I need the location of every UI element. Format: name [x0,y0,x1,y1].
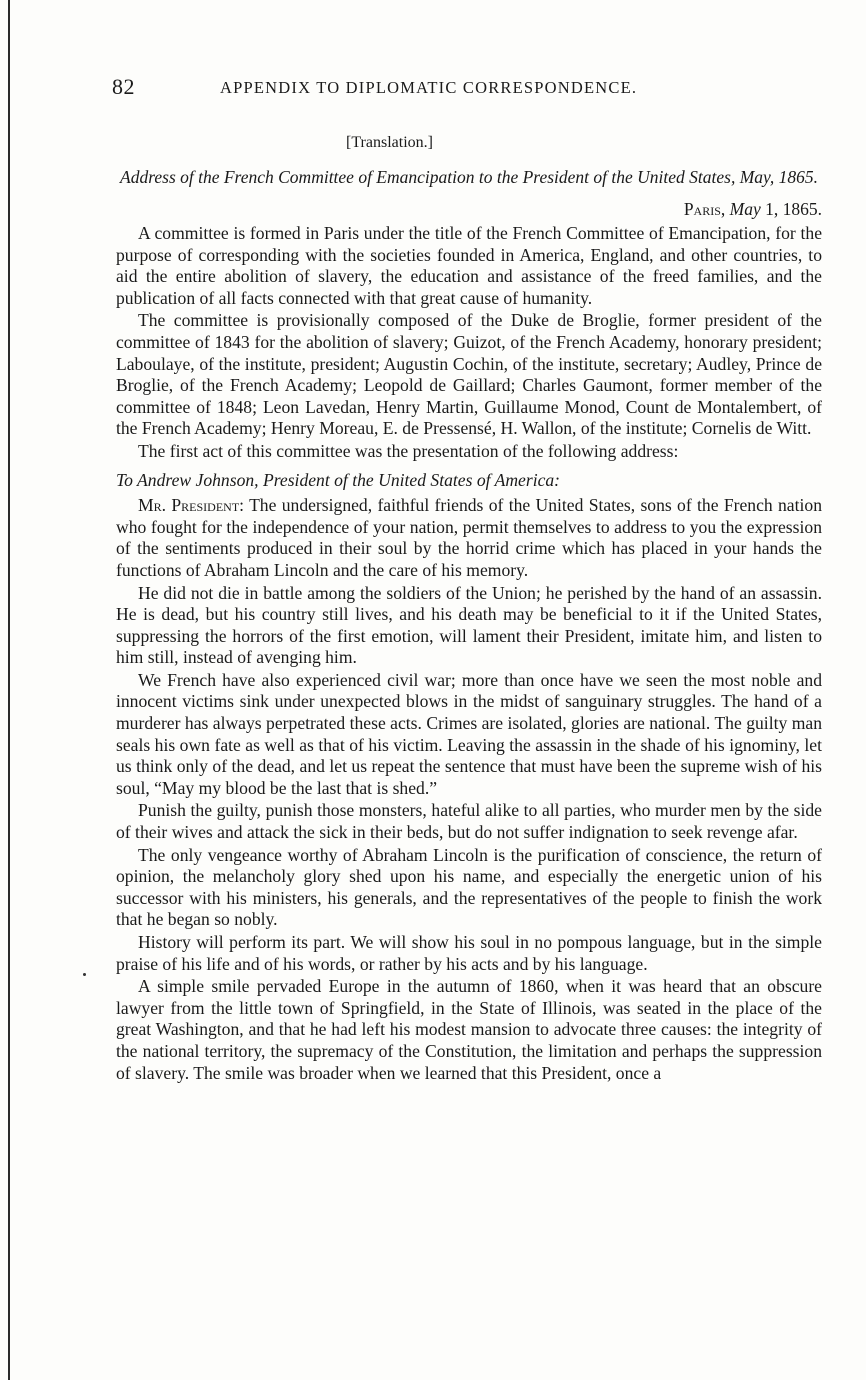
paragraph-committee-members: The committee is provisionally composed of the Duke de Broglie, former president of the committee of 1843 for the abolition of slavery; Guizot, of the French Academy, honorary president; Laboulaye, of the institute, president; Augustin Cochin, of the institute, secretary; Audley, Prince de Broglie, of the French Academy; Leopold de Gaillard; Charles Gaumont, former member of the committee of 1848; Leon Lavedan, Henry Martin, Guillaume Monod, Count de Montalembert, of the French Academy; Henry Moreau, E. de Pressensé, H. Wallon, of the institute; Cornelis de Witt. [116,310,822,439]
dateline-day-year: 1, 1865. [765,199,822,219]
page-header [112,74,802,104]
paragraph-committee-formed: A committee is formed in Paris under the title of the French Committee of Emancipation, for the purpose of corresponding with the societies founded in America, England, and other countries, to aid the entire abolition of slavery, the education and assistance of the freed families, and the publication of all facts connected with that great cause of humanity. [116,223,822,308]
ink-speck [83,973,86,976]
paragraph-simple-smile: A simple smile pervaded Europe in the autumn of 1860, when it was heard that an obscure lawyer from the little town of Springfield, in the State of Illinois, was seated in the place of the great Washington, and that he had left his modest mansion to advocate three causes: the integrity of the national territory, the supremacy of the Constitution, the limitation and perhaps the suppression of slavery. The smile was broader when we learned that this President, once a [116,976,822,1083]
address-salutation: To Andrew Johnson, President of the United States of America: [116,469,561,490]
paragraph-history: History will perform its part. We will show his soul in no pompous language, but in the simple praise of his life and of his words, or rather by his acts and by his language. [116,932,822,974]
dateline-month: May [729,199,761,219]
paragraph-first-act: The first act of this committee was the presentation of the following address: [138,440,679,461]
running-head: APPENDIX TO DIPLOMATIC CORRESPONDENCE. [220,78,638,97]
page-edge-line [8,0,10,1380]
dateline-place: Paris, [683,199,726,219]
document-body [116,134,822,1084]
mr-president-lead: Mr. President: [138,495,245,516]
paragraph-mr-president [116,495,822,581]
document-title: Address of the French Committee of Emancipation to the President of the United States, May, 1865. [120,167,818,187]
page-number: 82 [112,74,135,99]
paragraph-vengeance: The only vengeance worthy of Abraham Lincoln is the purification of conscience, the return of opinion, the melancholy glory shed upon his name, and especially the energetic union of his successor with his ministers, his generals, and the representatives of the people to finish the work that he began so nobly. [116,844,822,930]
paragraph-did-not-die: He did not die in battle among the soldiers of the Union; he perished by the hand of an assassin. He is dead, but his country still lives, and his death may be beneficial to it if the United States, suppressing the horrors of the first emotion, will lament their President, imitate him, and listen to him still, instead of avenging him. [116,582,822,668]
translation-note: [Translation.] [346,134,433,151]
paragraph-punish-guilty: Punish the guilty, punish those monsters, hateful alike to all parties, who murder men by the side of their wives and attack the sick in their beds, but do not suffer indignation to seek revenge afar. [116,800,822,843]
mr-president-text: The undersigned, faithful friends of the United States, sons of the French nation who fought for the independence of your nation, permit themselves to address to you the expression of the sentiments produced in their soul by the horrid crime which has placed in your hands the functions of Abraham Lincoln and the care of his memory. [116,495,822,580]
paragraph-civil-war: We French have also experienced civil war; more than once have we seen the most noble and innocent victims sink under unexpected blows in the midst of sanguinary struggles. The hand of a murderer has always perpetrated these acts. Crimes are isolated, glories are national. The guilty man seals his own fate as well as that of his victim. Leaving the assassin in the shade of his ignominy, let us think only of the dead, and let us repeat the sentence that must have been the supreme wish of his soul, “May my blood be the last that is shed.” [116,669,822,798]
dateline [116,197,822,221]
